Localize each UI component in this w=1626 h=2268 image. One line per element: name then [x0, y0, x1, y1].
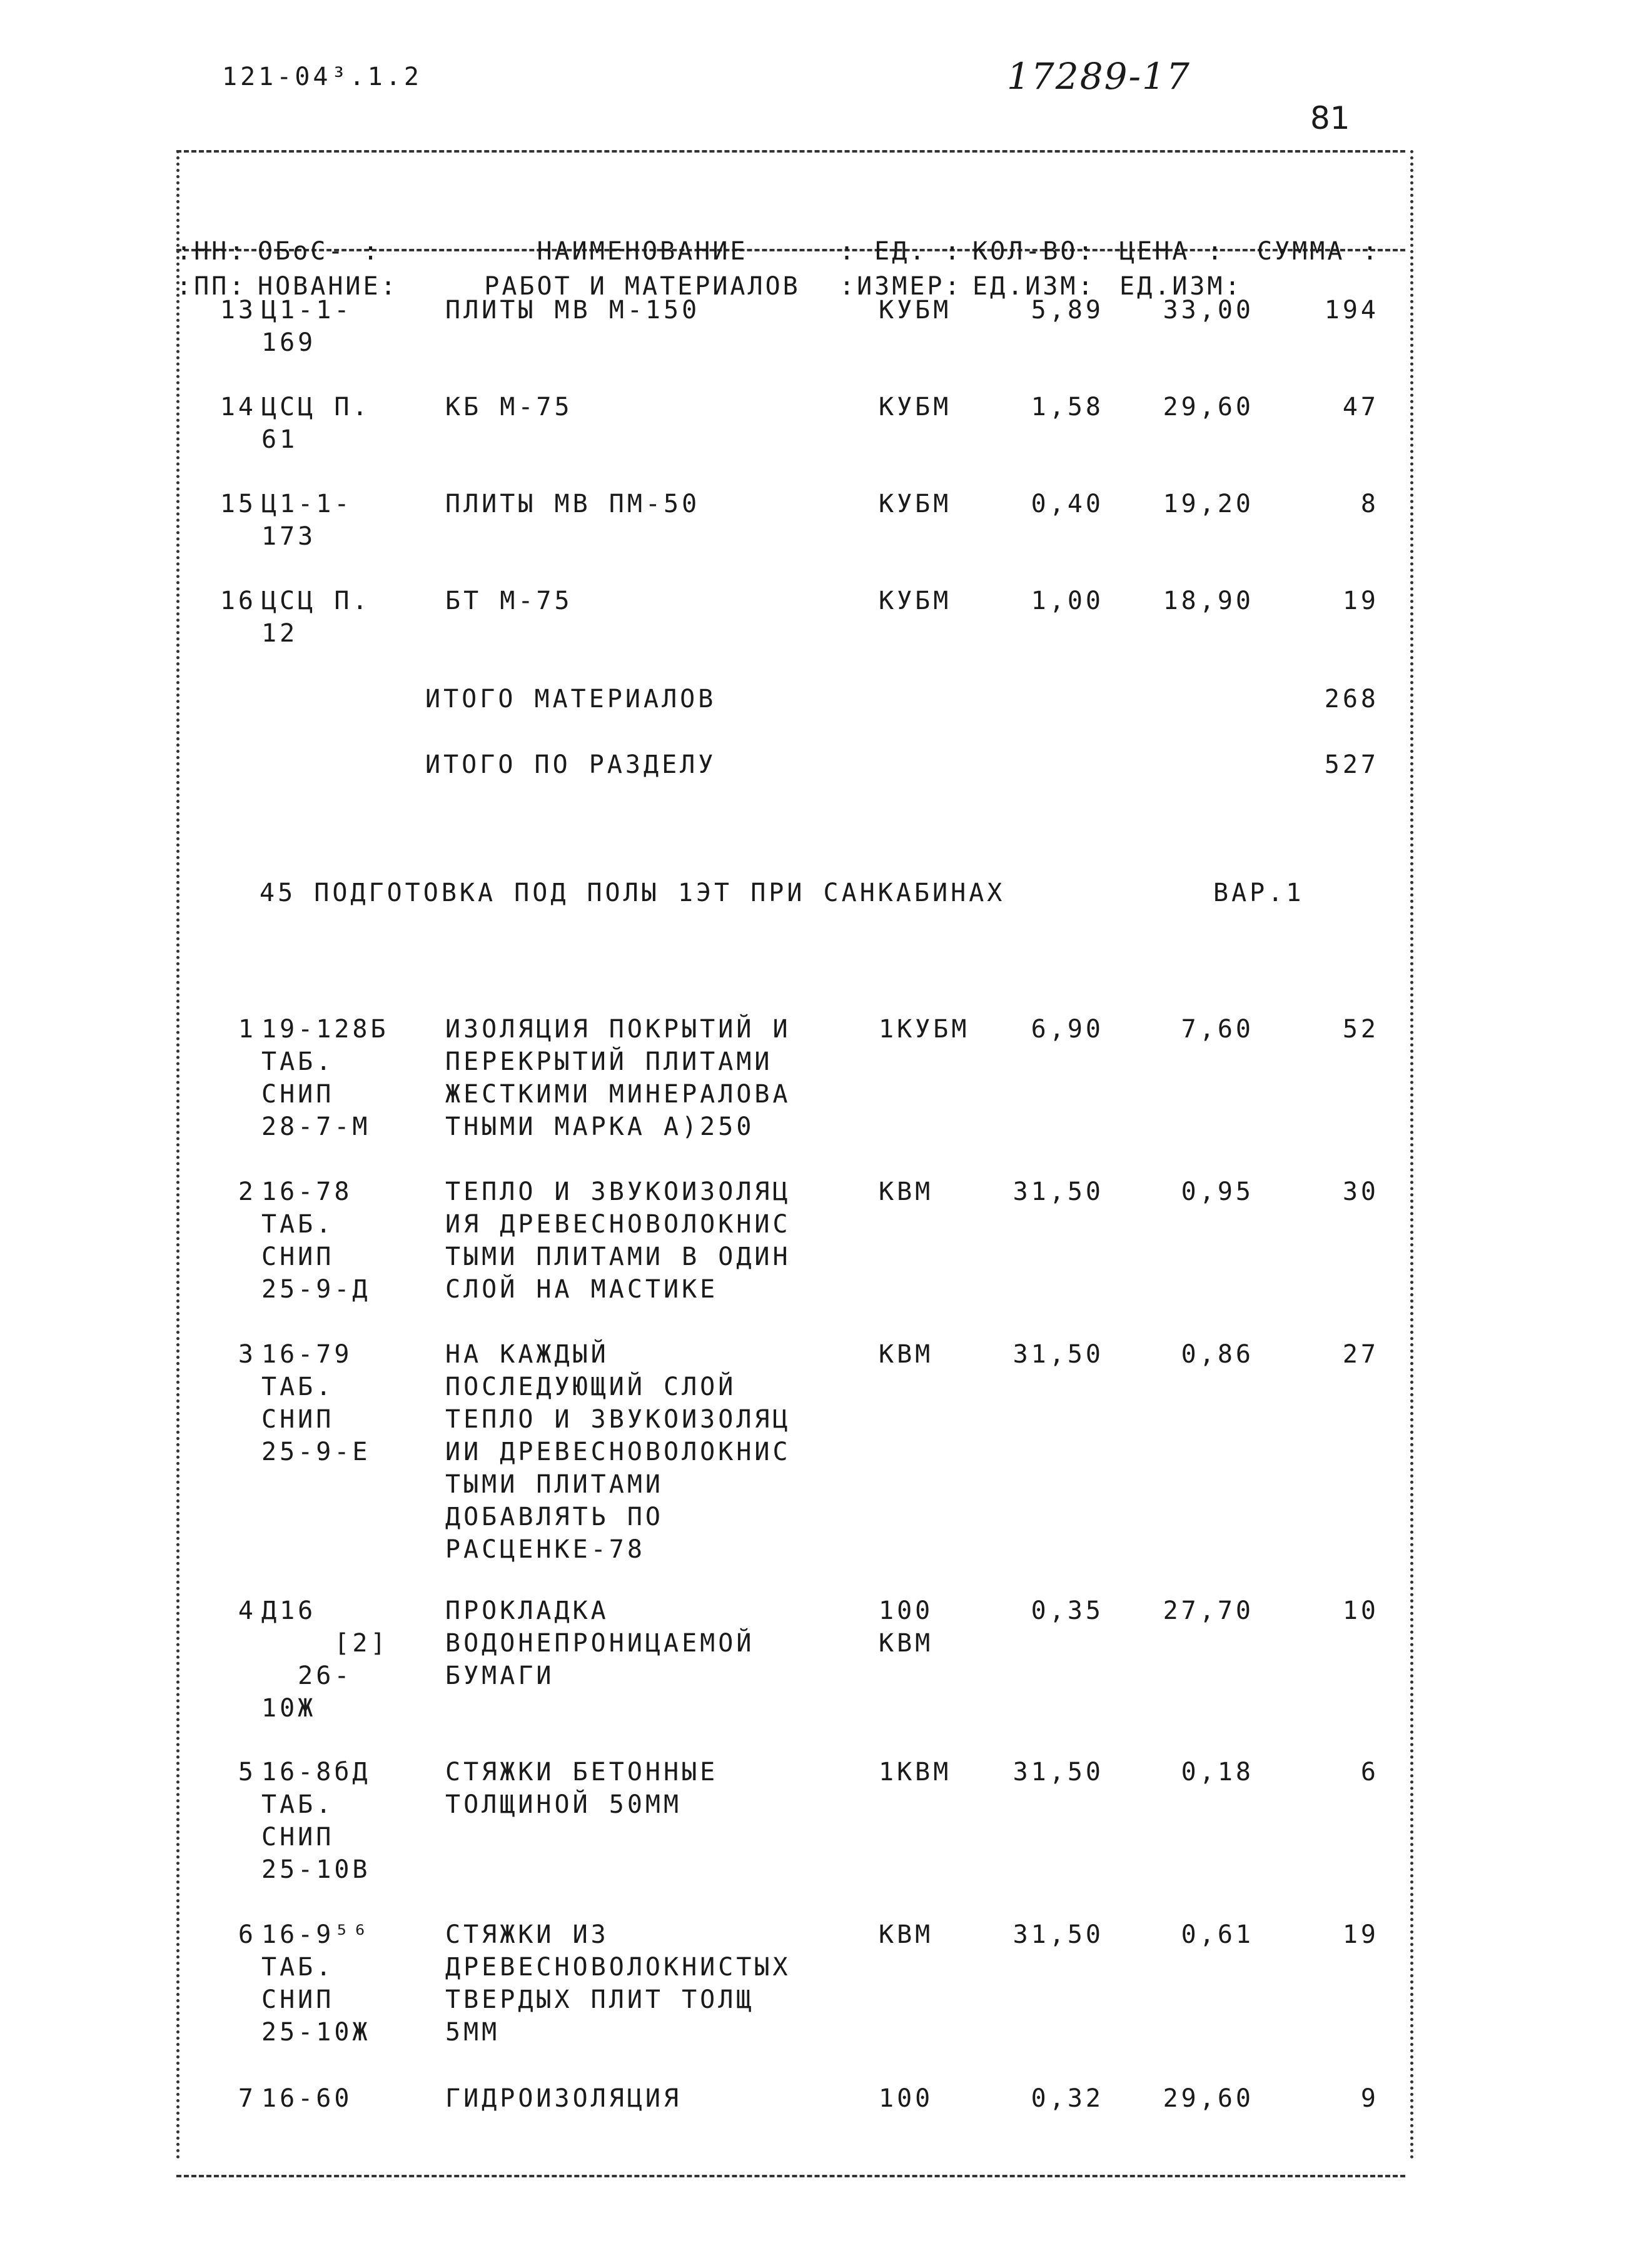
row-name	[445, 488, 700, 520]
row-code-line: 25-9-Е	[261, 1438, 371, 1466]
row-unit-line: КВМ	[879, 1629, 934, 1658]
row-name	[445, 1756, 718, 1821]
row-code-line: 16-79	[261, 1340, 353, 1369]
row-price: 27,70	[1163, 1596, 1254, 1625]
total-materials-value: 268	[1324, 685, 1379, 713]
row-name-line: ГИДРОИЗОЛЯЦИЯ	[445, 2084, 682, 2113]
row-code	[261, 391, 371, 456]
row-code-line: СНИП	[261, 1080, 335, 1109]
row-code-line: 25-10В	[261, 1855, 371, 1884]
page-number: 81	[1310, 100, 1350, 136]
row-sum: 8	[1360, 490, 1379, 518]
row-sum: 6	[1360, 1758, 1379, 1787]
row-name	[445, 391, 573, 423]
row-name-line: ПЛИТЫ МВ ПМ-50	[445, 490, 700, 518]
row-code-line: СНИП	[261, 1985, 335, 2014]
row-name-line: СЛОЙ НА МАСТИКЕ	[445, 1275, 719, 1304]
row-code	[261, 1338, 371, 1468]
row-code-line: СНИП	[261, 1823, 335, 1852]
row-code-line: 10Ж	[261, 1694, 316, 1723]
row-name-line: ДОБАВЛЯТЬ ПО	[445, 1503, 664, 1531]
table-top-rule	[176, 150, 1405, 153]
row-code-line: [2]	[261, 1629, 389, 1658]
table-right-border	[1410, 150, 1413, 2160]
row-code-line: 25-10Ж	[261, 2018, 371, 2047]
row-unit-line: 1КВМ	[879, 1758, 952, 1787]
row-unit	[879, 1756, 951, 1788]
row-name-line: ИЗОЛЯЦИЯ ПОКРЫТИЙ И	[445, 1015, 791, 1044]
row-code	[261, 2082, 352, 2115]
row-price: 0,61	[1181, 1920, 1254, 1949]
row-unit-line: КУБМ	[879, 587, 952, 615]
row-name-line: ДРЕВЕСНОВОЛОКНИСТЫХ	[445, 1953, 791, 1982]
header-name: НАИМЕНОВАНИЕ РАБОТ И МАТЕРИАЛОВ	[484, 237, 800, 301]
row-unit	[879, 1013, 969, 1046]
row-number: 16	[220, 587, 256, 615]
row-price: 7,60	[1181, 1015, 1254, 1044]
row-code-line: 169	[261, 328, 316, 357]
row-code-line: Ц1-1-	[261, 490, 353, 518]
row-quantity: 1,00	[1031, 587, 1104, 615]
row-name-line: ТЫМИ ПЛИТАМИ В ОДИН	[445, 1242, 791, 1271]
row-name-line: ПРОКЛАДКА	[445, 1596, 609, 1625]
row-name	[445, 1338, 791, 1566]
row-code	[261, 1756, 371, 1886]
row-sum: 19	[1342, 1920, 1379, 1949]
row-unit	[879, 488, 951, 520]
header-price: ЦЕНА : ЕД.ИЗМ:	[1119, 237, 1243, 301]
row-number: 5	[238, 1758, 256, 1787]
row-unit-line: 100	[879, 1596, 934, 1625]
row-name-line: ИИ ДРЕВЕСНОВОЛОКНИС	[445, 1438, 791, 1466]
row-unit-line: 1КУБМ	[879, 1015, 970, 1044]
row-price: 33,00	[1163, 296, 1254, 325]
row-unit	[879, 1918, 933, 1951]
row-code	[261, 294, 352, 359]
row-code-line: Ц1-1-	[261, 296, 353, 325]
row-sum: 27	[1342, 1340, 1379, 1369]
row-unit-line: КУБМ	[879, 393, 952, 421]
row-name-line: СТЯЖКИ БЕТОННЫЕ	[445, 1758, 719, 1787]
row-name-line: ПЛИТЫ МВ М-150	[445, 296, 700, 325]
row-code-line: 26-	[261, 1661, 353, 1690]
row-number: 14	[220, 393, 256, 421]
row-code	[261, 1918, 371, 2049]
row-unit-line: КУБМ	[879, 490, 952, 518]
row-unit	[879, 585, 951, 617]
row-price: 18,90	[1163, 587, 1254, 615]
row-code-line: ТАБ.	[261, 1373, 335, 1401]
row-number: 7	[238, 2084, 256, 2113]
row-quantity: 0,35	[1031, 1596, 1104, 1625]
row-code-line: ЦСЦ П.	[261, 587, 371, 615]
row-number: 3	[238, 1340, 256, 1369]
row-number: 13	[220, 296, 256, 325]
row-name-line: ТНЫМИ МАРКА А)250	[445, 1112, 755, 1141]
row-unit	[879, 1338, 933, 1371]
row-unit-line: КУБМ	[879, 296, 952, 325]
row-name-line: ТЕПЛО И ЗВУКОИЗОЛЯЦ	[445, 1177, 791, 1206]
row-name-line: ИЯ ДРЕВЕСНОВОЛОКНИС	[445, 1210, 791, 1239]
row-name	[445, 1595, 754, 1692]
row-quantity: 31,50	[1012, 1177, 1104, 1206]
row-quantity: 5,89	[1031, 296, 1104, 325]
row-sum: 194	[1324, 296, 1379, 325]
row-code	[261, 1013, 389, 1143]
row-code-line: СНИП	[261, 1242, 335, 1271]
row-name-line: ЖЕСТКИМИ МИНЕРАЛОВА	[445, 1080, 791, 1109]
row-code-line: 12	[261, 619, 298, 648]
row-price: 29,60	[1163, 393, 1254, 421]
row-sum: 47	[1342, 393, 1379, 421]
row-code-line: ТАБ.	[261, 1790, 335, 1819]
row-code-line: ТАБ.	[261, 1047, 335, 1076]
row-quantity: 6,90	[1031, 1015, 1104, 1044]
row-code-line: 173	[261, 522, 316, 551]
row-name-line: БТ М-75	[445, 587, 573, 615]
row-unit-line: КВМ	[879, 1340, 934, 1369]
row-code-line: 16-78	[261, 1177, 353, 1206]
row-price: 0,18	[1181, 1758, 1254, 1787]
row-number: 4	[238, 1596, 256, 1625]
row-name-line: ТЕПЛО И ЗВУКОИЗОЛЯЦ	[445, 1405, 791, 1434]
row-number: 15	[220, 490, 256, 518]
row-name-line: ПЕРЕКРЫТИЙ ПЛИТАМИ	[445, 1047, 773, 1076]
row-name-line: ТВЕРДЫХ ПЛИТ ТОЛЩ	[445, 1985, 755, 2014]
row-code-line: 16-9⁵⁶	[261, 1920, 371, 1949]
row-name	[445, 1918, 791, 2049]
row-unit	[879, 2082, 933, 2115]
section-variant: ВАР.1	[1213, 879, 1305, 907]
row-sum: 19	[1342, 587, 1379, 615]
row-code-line: Д16	[261, 1596, 316, 1625]
row-number: 6	[238, 1920, 256, 1949]
section-title: 45 ПОДГОТОВКА ПОД ПОЛЫ 1ЭТ ПРИ САНКАБИНАХ	[260, 879, 1006, 907]
row-price: 0,95	[1181, 1177, 1254, 1206]
row-name-line: 5ММ	[445, 2018, 500, 2047]
row-sum: 10	[1342, 1596, 1379, 1625]
row-name-line: РАСЦЕНКЕ-78	[445, 1535, 645, 1564]
row-name	[445, 585, 573, 617]
row-unit	[879, 1595, 933, 1660]
row-unit	[879, 391, 951, 423]
row-name-line: ВОДОНЕПРОНИЦАЕМОЙ	[445, 1629, 755, 1658]
row-name	[445, 1176, 791, 1306]
row-price: 0,86	[1181, 1340, 1254, 1369]
table-left-border	[176, 150, 179, 2160]
row-name-line: СТЯЖКИ ИЗ	[445, 1920, 609, 1949]
row-name	[445, 294, 700, 326]
row-unit-line: КВМ	[879, 1920, 934, 1949]
row-number: 2	[238, 1177, 256, 1206]
row-code-line: 25-9-Д	[261, 1275, 371, 1304]
row-unit-line: КВМ	[879, 1177, 934, 1206]
row-unit	[879, 1176, 933, 1208]
row-quantity: 1,58	[1031, 393, 1104, 421]
table-bottom-rule	[176, 2175, 1405, 2177]
document-code: 121-04³.1.2	[222, 63, 422, 91]
header-nn: :НН: :ПП:	[176, 237, 247, 301]
row-name	[445, 2082, 682, 2115]
header-code: ОБоС- : НОВАНИЕ:	[258, 237, 398, 301]
total-section-value: 527	[1324, 750, 1379, 779]
total-section-label: ИТОГО ПО РАЗДЕЛУ	[425, 750, 717, 779]
row-sum: 52	[1342, 1015, 1379, 1044]
row-sum: 30	[1342, 1177, 1379, 1206]
row-price: 29,60	[1163, 2084, 1254, 2113]
row-name-line: БУМАГИ	[445, 1661, 555, 1690]
row-code-line: ТАБ.	[261, 1210, 335, 1239]
row-name-line: ТОЛЩИНОЙ 50ММ	[445, 1790, 682, 1819]
row-price: 19,20	[1163, 490, 1254, 518]
row-quantity: 31,50	[1012, 1758, 1104, 1787]
row-code-line: 16-60	[261, 2084, 353, 2113]
row-code-line: 28-7-М	[261, 1112, 371, 1141]
row-unit-line: 100	[879, 2084, 934, 2113]
row-code	[261, 585, 371, 650]
header-qty: КОЛ-ВО: ЕД.ИЗМ:	[972, 237, 1096, 301]
row-unit	[879, 294, 951, 326]
row-number: 1	[238, 1015, 256, 1044]
row-code-line: 61	[261, 425, 298, 454]
row-code-line: 19-128Б	[261, 1015, 389, 1044]
row-code-line: 16-8бД	[261, 1758, 371, 1787]
row-name-line: ПОСЛЕДУЮЩИЙ СЛОЙ	[445, 1373, 737, 1401]
row-quantity: 0,32	[1031, 2084, 1104, 2113]
header-sum: СУММА :	[1257, 237, 1380, 266]
row-code	[261, 1176, 371, 1306]
row-code-line: ТАБ.	[261, 1953, 335, 1982]
row-name-line: КБ М-75	[445, 393, 573, 421]
row-code-line: ЦСЦ П.	[261, 393, 371, 421]
header-unit: : ЕД. : :ИЗМЕР:	[839, 237, 962, 301]
row-name-line: ТЫМИ ПЛИТАМИ	[445, 1470, 664, 1499]
row-name	[445, 1013, 791, 1143]
row-code	[261, 1595, 389, 1725]
total-materials-label: ИТОГО МАТЕРИАЛОВ	[425, 685, 717, 713]
row-quantity: 31,50	[1012, 1920, 1104, 1949]
row-quantity: 31,50	[1012, 1340, 1104, 1369]
row-code	[261, 488, 352, 553]
row-quantity: 0,40	[1031, 490, 1104, 518]
row-sum: 9	[1360, 2084, 1379, 2113]
row-name-line: НА КАЖДЫЙ	[445, 1340, 609, 1369]
row-code-line: СНИП	[261, 1405, 335, 1434]
document-number: 17289-17	[1007, 55, 1191, 98]
